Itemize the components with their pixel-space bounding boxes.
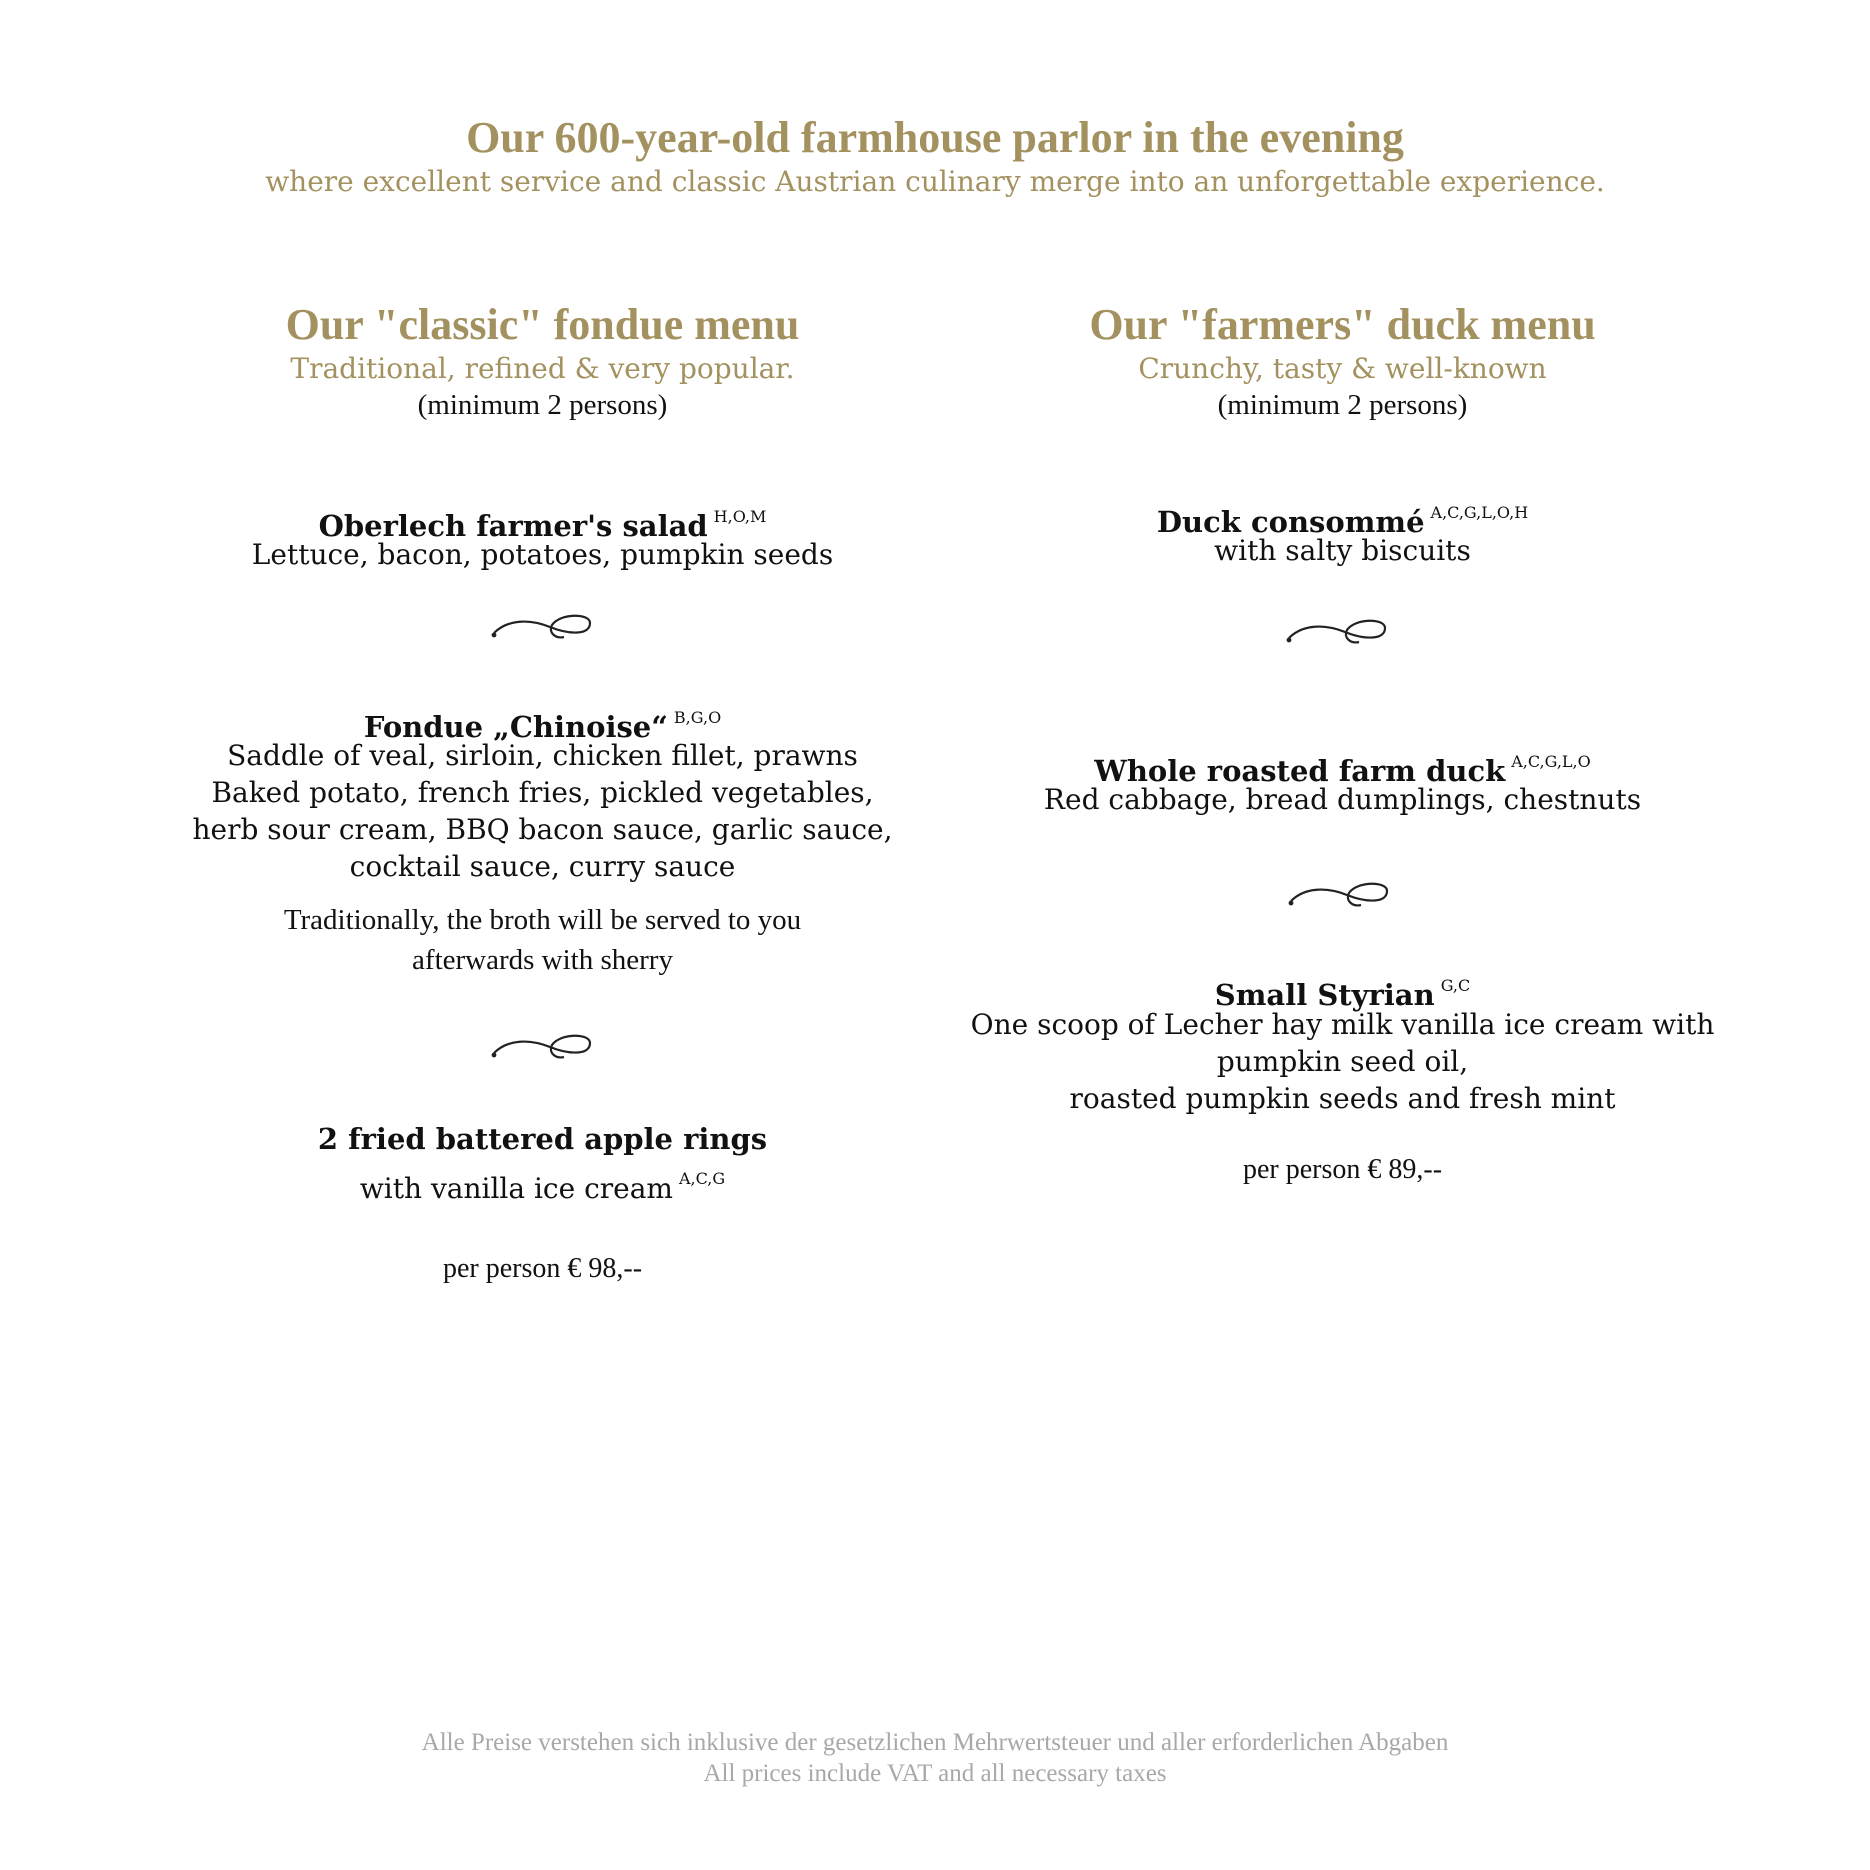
dish-description-line: cocktail sauce, curry sauce	[349, 850, 736, 883]
dish-description-text: with vanilla ice cream	[359, 1172, 673, 1205]
dish-name: Duck consommé	[1156, 505, 1425, 539]
dish-name: Whole roasted farm duck	[1094, 754, 1506, 788]
footer-line-english: All prices include VAT and all necessary taxes	[703, 1760, 1167, 1787]
dish-description-line: One scoop of Lecher hay milk vanilla ice cream with	[970, 1008, 1715, 1041]
dish-name: Fondue „Chinoise“	[363, 710, 668, 744]
dish-description-line: Saddle of veal, sirloin, chicken fillet, prawns	[227, 739, 858, 772]
dish-description: Red cabbage, bread dumplings, chestnuts	[1043, 783, 1642, 816]
dish-name: Small Styrian	[1214, 978, 1435, 1012]
dish-description-line: roasted pumpkin seeds and fresh mint	[1069, 1082, 1616, 1115]
dish-description: Lettuce, bacon, potatoes, pumpkin seeds	[251, 538, 834, 571]
note-line: afterwards with sherry	[412, 944, 673, 976]
note-line: Traditionally, the broth will be served to you	[283, 904, 802, 936]
dish-description-line: herb sour cream, BBQ bacon sauce, garlic sauce,	[192, 813, 893, 846]
dish-description	[140, 1160, 945, 1207]
flourish-divider-icon	[1287, 873, 1397, 913]
duck-menu-price: per person € 89,--	[1242, 1154, 1443, 1185]
dish-description-block	[140, 737, 945, 885]
allergen-codes: G,C	[1440, 976, 1471, 995]
duck-menu-subtitle: Crunchy, tasty & well-known	[1138, 352, 1547, 385]
flourish-divider-icon	[1285, 610, 1395, 650]
dish-name: Oberlech farmer's salad	[318, 509, 708, 543]
allergen-codes: H,O,M	[713, 507, 767, 526]
duck-menu-title: Our "farmers" duck menu	[1089, 300, 1596, 349]
flourish-divider-icon	[490, 1025, 600, 1065]
dish-description-line: pumpkin seed oil,	[1216, 1045, 1469, 1078]
page-title: Our 600-year-old farmhouse parlor in the evening	[466, 113, 1404, 162]
allergen-codes: A,C,G,L,O	[1511, 752, 1591, 771]
fondue-menu-minimum: (minimum 2 persons)	[417, 389, 668, 421]
footer-tax-note	[0, 1727, 1870, 1789]
allergen-codes: A,C,G	[678, 1169, 726, 1188]
fondue-menu-price: per person € 98,--	[442, 1253, 643, 1284]
fondue-menu-title: Our "classic" fondue menu	[285, 300, 800, 349]
footer-line-german: Alle Preise verstehen sich inklusive der gesetzlichen Mehrwertsteuer und aller erforderlichen Abgaben	[421, 1729, 1449, 1756]
duck-menu-minimum: (minimum 2 persons)	[1217, 389, 1468, 421]
dish-description-block	[940, 1006, 1745, 1117]
broth-note	[140, 900, 945, 980]
allergen-codes: B,G,O	[673, 708, 722, 727]
allergen-codes: A,C,G,L,O,H	[1430, 503, 1529, 522]
dish-apple-rings: 2 fried battered apple rings	[317, 1122, 768, 1156]
fondue-menu-subtitle: Traditional, refined & very popular.	[290, 352, 795, 385]
dish-description-line: Baked potato, french fries, pickled vegetables,	[211, 776, 874, 809]
page-subtitle: where excellent service and classic Austrian culinary merge into an unforgettable experience.	[265, 165, 1605, 198]
dish-description: with salty biscuits	[1214, 534, 1471, 567]
flourish-divider-icon	[490, 605, 600, 645]
